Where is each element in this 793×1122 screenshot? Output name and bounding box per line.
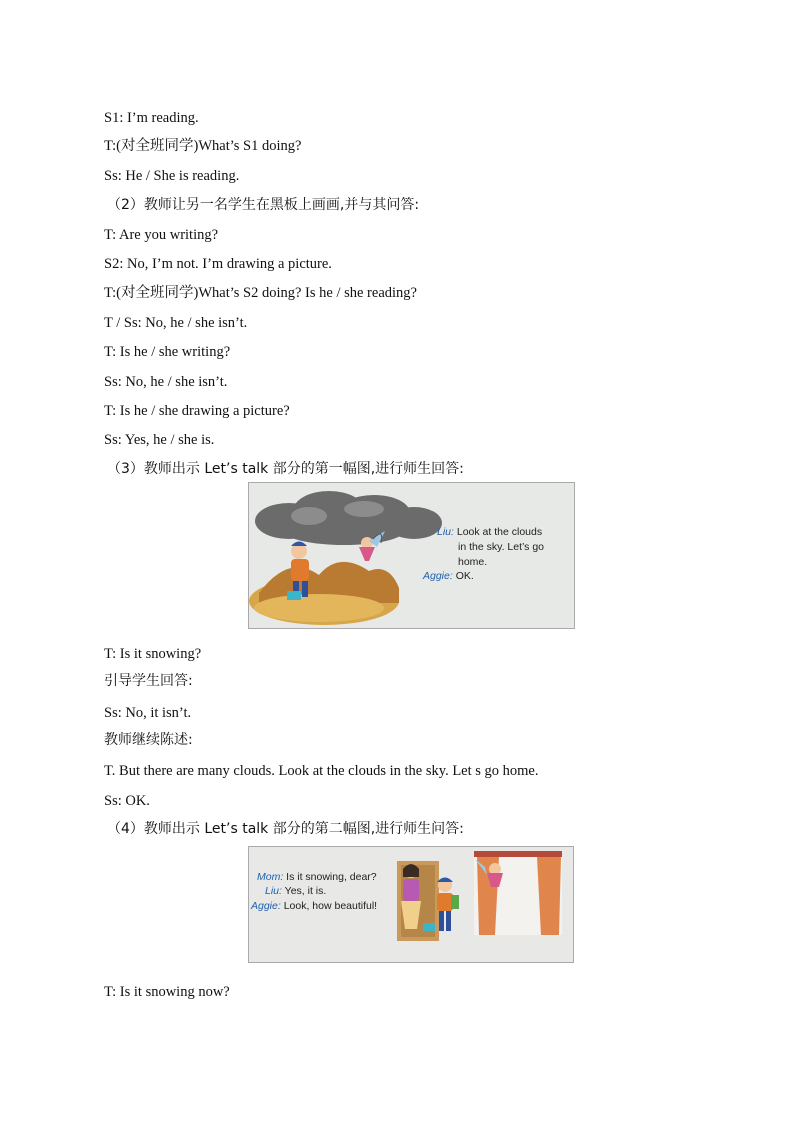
dialogue-text: Look at the clouds [456,526,543,538]
dialogue-text: Is it snowing, dear? [286,871,377,883]
dialogue-aggie [423,569,474,584]
step-2-heading: （2）教师让另一名学生在黑板上画画,并与其问答: [107,197,420,213]
line-teacher-continues: 教师继续陈述: [104,732,193,748]
speaker-aggie: Aggie: [251,900,281,912]
dialogue-aggie [251,899,377,914]
step-3-heading: （3）教师出示 Let’s talk 部分的第一幅图,进行师生回答: [107,461,464,477]
line-s2-drawing: S2: No, I’m not. I’m drawing a picture. [104,256,332,272]
line-ss-ok: Ss: OK. [104,793,150,809]
speaker-liu: Liu: [437,526,454,538]
line-t-is-he-writing: T: Is he / she writing? [104,344,231,360]
dialogue-liu-line-2: in the sky. Let’s go [458,541,544,553]
line-t-is-it-snowing-now: T: Is it snowing now? [104,984,230,1000]
line-t-whats-s2-doing: T:(对全班同学)What’s S2 doing? Is he / she reading? [104,285,417,301]
line-t-is-he-drawing: T: Is he / she drawing a picture? [104,403,290,419]
dialogue-text: Look, how beautiful! [283,900,378,912]
illustration-snowing [248,846,574,963]
step-4-heading: （4）教师出示 Let’s talk 部分的第二幅图,进行师生问答: [107,821,464,837]
illustration-clouds [248,482,575,629]
dialogue-liu-line-3: home. [458,556,488,568]
line-t-ss-no-isnt: T / Ss: No, he / she isn’t. [104,315,248,331]
line-t-many-clouds: T. But there are many clouds. Look at the clouds in the sky. Let s go home. [104,763,539,779]
clouds-scene-drawing [249,483,574,628]
line-t-whats-s1-doing: T:(对全班同学)What’s S1 doing? [104,138,302,154]
line-s1-reading: S1: I’m reading. [104,110,199,126]
dialogue-mom [257,870,377,885]
line-guide-students: 引导学生回答: [104,673,193,689]
dialogue-liu-line-1 [437,525,542,540]
line-ss-no-isnt: Ss: No, he / she isn’t. [104,374,228,390]
line-ss-no-it-isnt: Ss: No, it isn’t. [104,705,192,721]
speaker-mom: Mom: [257,871,284,883]
dialogue-text: OK. [455,570,474,582]
line-ss-she-is-reading: Ss: He / She is reading. [104,168,240,184]
line-ss-yes-he-is: Ss: Yes, he / she is. [104,432,215,448]
line-t-are-you-writing: T: Are you writing? [104,227,219,243]
dialogue-text: Yes, it is. [284,885,327,897]
line-t-is-it-snowing: T: Is it snowing? [104,646,202,662]
speaker-aggie: Aggie: [423,570,453,582]
speaker-liu: Liu: [265,885,282,897]
dialogue-liu [265,884,326,899]
